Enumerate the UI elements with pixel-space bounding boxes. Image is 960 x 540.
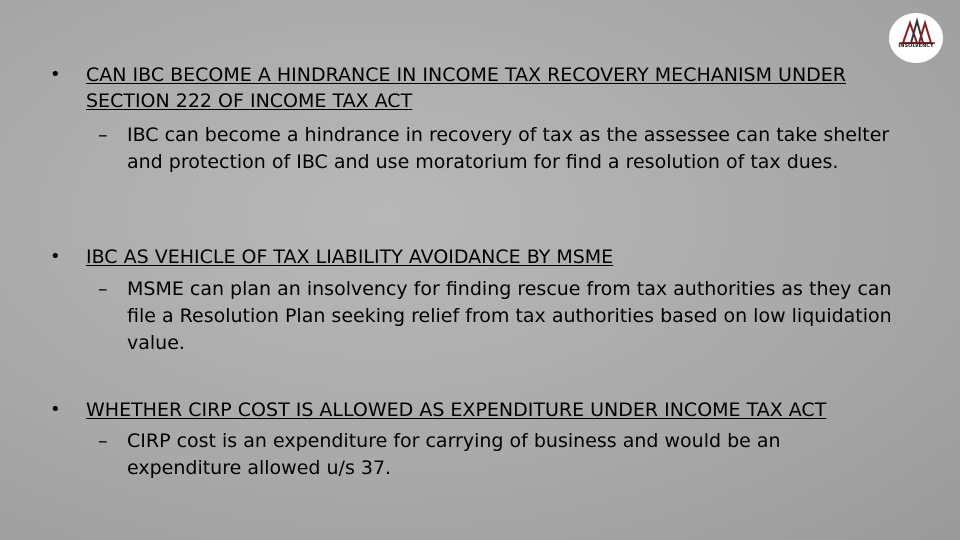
sub-dash: – [98,124,108,146]
logo-text: INSOLVENCY [898,43,934,49]
bullet-dot: • [50,64,61,85]
sub-bullet-text: CIRP cost is an expenditure for carrying of business and would be an expenditure allowed u/s 37. [127,430,781,479]
bullet-heading: IBC AS VEHICLE OF TAX LIABILITY AVOIDANCE BY MSME [86,246,614,268]
sub-bullet-text: IBC can become a hindrance in recovery of tax as the assessee can take shelter and protection of IBC and use moratorium for find a resolution of tax dues. [127,124,890,173]
bullet-dot: • [50,399,61,420]
sub-dash: – [98,278,108,300]
bullet-heading: WHETHER CIRP COST IS ALLOWED AS EXPENDITURE UNDER INCOME TAX ACT [86,399,827,421]
bullet-dot: • [50,246,61,267]
bullet-heading: CAN IBC BECOME A HINDRANCE IN INCOME TAX RECOVERY MECHANISM UNDER SECTION 222 OF INCOME TAX ACT [86,64,847,112]
sub-bullet-text: MSME can plan an insolvency for finding rescue from tax authorities as they can file a Resolution Plan seeking relief from tax authorities based on low liquidation value. [127,278,892,354]
aaa-logo-icon [889,13,943,63]
sub-dash: – [98,430,108,452]
